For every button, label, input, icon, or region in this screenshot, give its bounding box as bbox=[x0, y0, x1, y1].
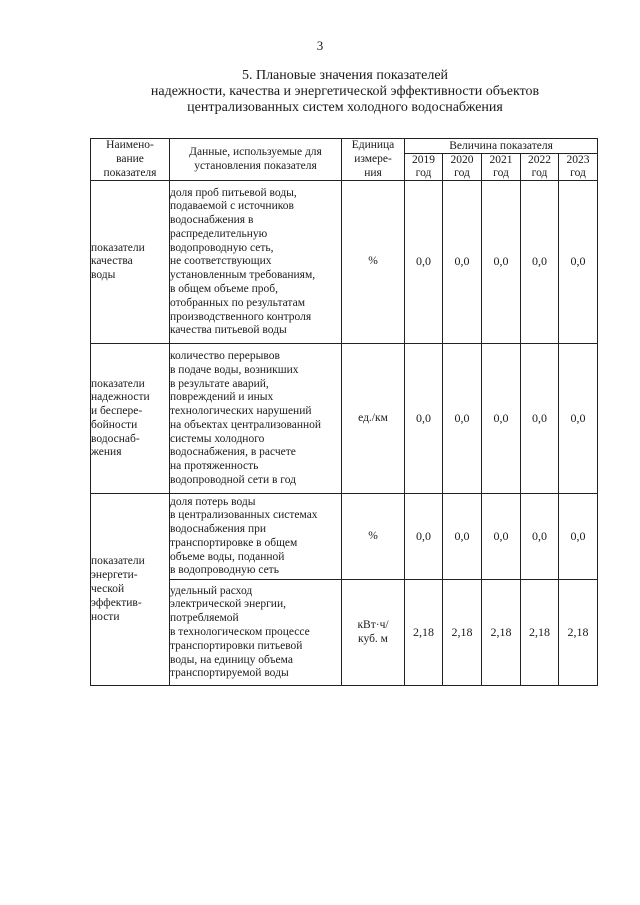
value-cell: 0,0 bbox=[443, 181, 482, 344]
unit-cell: % bbox=[342, 181, 405, 344]
page-number: 3 bbox=[316, 38, 324, 53]
unit-cell: % bbox=[342, 494, 405, 580]
header-year: 2020 год bbox=[443, 154, 482, 181]
value-cell: 0,0 bbox=[405, 344, 443, 494]
table-row bbox=[91, 181, 598, 344]
unit-cell: ед./км bbox=[342, 344, 405, 494]
value-cell: 0,0 bbox=[482, 494, 521, 580]
indicator-group-quality: показатели качества воды bbox=[91, 181, 170, 344]
header-indicator-name: Наимено- вание показателя bbox=[91, 139, 170, 181]
value-cell: 2,18 bbox=[443, 580, 482, 686]
title-line: централизованных систем холодного водоснабжения bbox=[187, 100, 503, 115]
value-cell: 0,0 bbox=[482, 181, 521, 344]
indicator-description: доля проб питьевой воды, подаваемой с источников водоснабжения в распределительную водопроводную сеть, не соответствующих установленным требованиям, в общем объеме проб, отобранных по результатам производственного контроля качества питьевой воды bbox=[170, 181, 342, 344]
title-line: 5. Плановые значения показателей bbox=[241, 68, 449, 83]
value-cell: 0,0 bbox=[443, 494, 482, 580]
table-row bbox=[91, 494, 598, 580]
header-source-data: Данные, используемые для установления показателя bbox=[170, 139, 342, 181]
header-year: 2021 год bbox=[482, 154, 521, 181]
value-cell: 0,0 bbox=[443, 344, 482, 494]
value-cell: 2,18 bbox=[405, 580, 443, 686]
header-indicator-value: Величина показателя bbox=[405, 139, 598, 154]
document-title bbox=[120, 68, 570, 116]
indicators-table bbox=[90, 138, 598, 686]
header-row bbox=[91, 139, 598, 154]
value-cell: 0,0 bbox=[405, 181, 443, 344]
value-cell: 0,0 bbox=[559, 344, 598, 494]
value-cell: 2,18 bbox=[521, 580, 559, 686]
indicator-description: удельный расход электрической энергии, потребляемой в технологическом процессе транспортировки питьевой воды, на единицу объема транспортируемой воды bbox=[170, 580, 342, 686]
indicator-group-energy: показатели энергети- ческой эффектив- ности bbox=[91, 494, 170, 686]
value-cell: 0,0 bbox=[559, 494, 598, 580]
indicator-group-reliability: показатели надежности и беспере- бойности водоснаб- жения bbox=[91, 344, 170, 494]
title-line: надежности, качества и энергетической эффективности объектов bbox=[150, 84, 540, 99]
table-row bbox=[91, 344, 598, 494]
value-cell: 0,0 bbox=[559, 181, 598, 344]
value-cell: 0,0 bbox=[521, 181, 559, 344]
indicator-description: количество перерывов в подаче воды, возникших в результате аварий, повреждений и иных технологических нарушений на объектах централизованной системы холодного водоснабжения, в расчете на протяженность водопроводной сети в год bbox=[170, 344, 342, 494]
value-cell: 0,0 bbox=[482, 344, 521, 494]
unit-cell: кВт·ч/ куб. м bbox=[342, 580, 405, 686]
value-cell: 2,18 bbox=[482, 580, 521, 686]
header-year: 2022 год bbox=[521, 154, 559, 181]
indicator-description: доля потерь воды в централизованных системах водоснабжения при транспортировке в общем объеме воды, поданной в водопроводную сеть bbox=[170, 494, 342, 580]
header-year: 2023 год bbox=[559, 154, 598, 181]
header-year: 2019 год bbox=[405, 154, 443, 181]
value-cell: 0,0 bbox=[521, 494, 559, 580]
value-cell: 0,0 bbox=[405, 494, 443, 580]
value-cell: 2,18 bbox=[559, 580, 598, 686]
header-unit: Единица измере- ния bbox=[342, 139, 405, 181]
value-cell: 0,0 bbox=[521, 344, 559, 494]
